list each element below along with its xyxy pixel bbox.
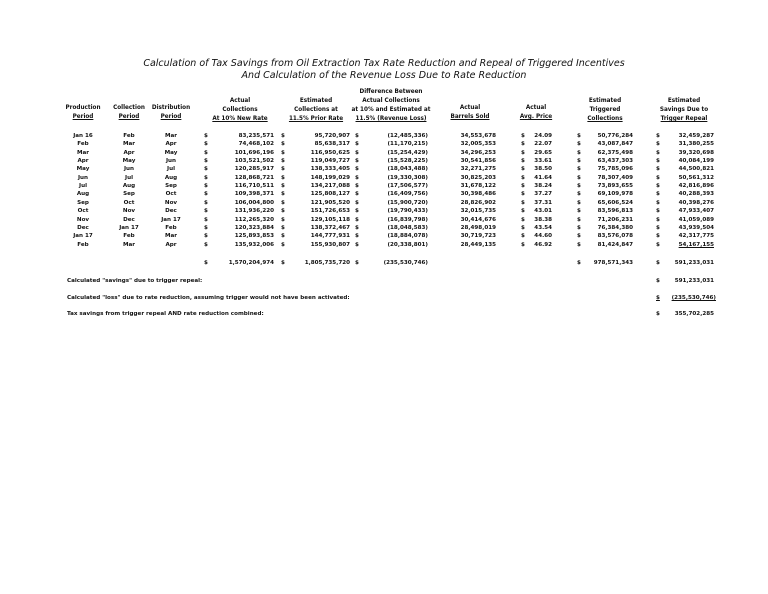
barrels-sold: 30,825,203 (460, 174, 496, 181)
collection-period: Mar (122, 241, 136, 248)
avg-price-currency: $ (521, 208, 525, 215)
avg-price: 24.09 (534, 133, 552, 139)
totals-save-currency: $ (656, 260, 660, 266)
collection-period: Dec (123, 216, 135, 223)
actual-collections: 120,323,884 (234, 224, 274, 231)
distribution-period: May (164, 149, 178, 156)
table-row (0, 141, 768, 149)
actual-collections-currency: $ (204, 191, 208, 198)
estimated-collections-currency: $ (281, 199, 285, 206)
triggered-collections: 62,375,498 (597, 149, 633, 156)
totals-estimated: 1,805,735,720 (304, 260, 350, 266)
revenue-loss-currency: $ (355, 199, 359, 206)
distribution-period: Feb (165, 224, 177, 231)
avg-price-currency: $ (521, 224, 525, 231)
actual-collections: 131,936,220 (234, 208, 274, 215)
collection-period: Sep (123, 191, 135, 198)
estimated-collections: 144,777,931 (310, 233, 350, 240)
table-row (0, 158, 768, 166)
triggered-collections: 50,776,284 (597, 133, 633, 139)
production-period: Jan 16 (73, 133, 93, 139)
estimated-collections-currency: $ (281, 133, 285, 139)
revenue-loss-currency: $ (355, 183, 359, 190)
trigger-savings: 50,561,312 (678, 174, 714, 181)
revenue-loss: (15,900,720) (387, 199, 428, 206)
triggered-collections-currency: $ (577, 233, 581, 240)
avg-price: 37.27 (534, 191, 552, 198)
trigger-savings-currency: $ (656, 233, 660, 240)
report-title-line2: And Calculation of the Revenue Loss Due to Rate Reduction (241, 70, 527, 81)
avg-price-currency: $ (521, 158, 525, 165)
totals-est-currency: $ (281, 260, 285, 266)
estimated-collections: 155,930,807 (310, 241, 350, 248)
barrels-sold: 32,015,735 (460, 208, 496, 215)
triggered-collections: 83,596,813 (597, 208, 633, 215)
triggered-collections-currency: $ (577, 199, 581, 206)
collection-period: Aug (122, 183, 136, 190)
avg-price-currency: $ (521, 233, 525, 240)
triggered-collections: 78,307,409 (597, 174, 633, 181)
barrels-sold: 32,271,275 (460, 166, 496, 173)
collection-period: Jan 17 (119, 224, 139, 231)
estimated-collections: 151,726,653 (310, 208, 350, 215)
header-barrels-sold: Actual Barrels Sold (450, 105, 490, 120)
barrels-sold: 28,498,019 (460, 224, 496, 231)
collection-period: Oct (123, 199, 135, 206)
revenue-loss-currency: $ (355, 133, 359, 139)
avg-price-currency: $ (521, 133, 525, 139)
totals-triggered: 978,571,343 (593, 260, 633, 266)
revenue-loss: (18,043,488) (387, 166, 428, 173)
triggered-collections: 43,087,847 (597, 141, 633, 148)
trigger-savings-currency: $ (656, 241, 660, 248)
estimated-collections: 121,905,520 (310, 199, 350, 206)
estimated-collections-currency: $ (281, 141, 285, 148)
trigger-savings: 39,320,698 (678, 149, 714, 156)
header-estimated-collections: Estimated Collections at 11.5% Prior Rate (288, 98, 344, 122)
actual-collections-currency: $ (204, 166, 208, 173)
estimated-collections-currency: $ (281, 149, 285, 156)
table-row (0, 133, 768, 141)
triggered-collections-currency: $ (577, 166, 581, 173)
avg-price: 44.60 (534, 233, 552, 240)
revenue-loss: (17,506,577) (387, 183, 428, 190)
trigger-savings: 44,500,821 (678, 166, 714, 173)
actual-collections: 120,285,917 (234, 166, 274, 173)
estimated-collections: 119,049,727 (310, 158, 350, 165)
estimated-collections: 138,372,467 (310, 224, 350, 231)
avg-price-currency: $ (521, 149, 525, 156)
table-row (0, 191, 768, 199)
totals-actual-currency: $ (204, 260, 208, 266)
actual-collections-currency: $ (204, 233, 208, 240)
table-row (0, 217, 768, 225)
estimated-collections-currency: $ (281, 216, 285, 223)
summary-combined-currency: $ (656, 311, 660, 317)
barrels-sold: 34,296,253 (460, 149, 496, 156)
table-row (0, 225, 768, 233)
avg-price: 43.54 (534, 224, 552, 231)
production-period: Dec (77, 224, 89, 231)
summary-combined-label: Tax savings from trigger repeal AND rate reduction combined: (67, 311, 264, 317)
actual-collections-currency: $ (204, 208, 208, 215)
actual-collections: 101,696,196 (234, 149, 274, 156)
revenue-loss-currency: $ (355, 241, 359, 248)
barrels-sold: 30,719,723 (460, 233, 496, 240)
actual-collections: 103,521,502 (234, 158, 274, 165)
actual-collections-currency: $ (204, 174, 208, 181)
distribution-period: Aug (164, 174, 178, 181)
actual-collections: 74,468,102 (238, 141, 274, 148)
barrels-sold: 28,449,135 (460, 241, 496, 248)
revenue-loss: (18,048,583) (387, 224, 428, 231)
collection-period: Jul (125, 174, 133, 181)
table-row (0, 208, 768, 216)
triggered-collections: 69,109,978 (597, 191, 633, 198)
actual-collections-currency: $ (204, 183, 208, 190)
header-collection: Collection Period (113, 105, 145, 120)
triggered-collections: 76,384,380 (597, 224, 633, 231)
revenue-loss-currency: $ (355, 149, 359, 156)
summary-savings-currency: $ (656, 278, 660, 284)
triggered-collections-currency: $ (577, 208, 581, 215)
production-period: Oct (77, 208, 89, 215)
production-period: Sep (77, 199, 89, 206)
avg-price: 43.01 (534, 208, 552, 215)
report-title-line1: Calculation of Tax Savings from Oil Extraction Tax Rate Reduction and Repeal of Triggered Incentives (143, 58, 625, 69)
production-period: Aug (76, 191, 90, 198)
revenue-loss-currency: $ (355, 166, 359, 173)
avg-price-currency: $ (521, 199, 525, 206)
revenue-loss: (16,409,756) (387, 191, 428, 198)
header-avg-price: Actual Avg. Price (519, 105, 553, 120)
triggered-collections-currency: $ (577, 224, 581, 231)
distribution-period: Mar (164, 133, 178, 139)
estimated-collections: 129,105,118 (310, 216, 350, 223)
collection-period: Mar (122, 141, 136, 148)
totals-trig-currency: $ (577, 260, 581, 266)
estimated-collections-currency: $ (281, 183, 285, 190)
avg-price: 41.64 (534, 174, 552, 181)
trigger-savings: 42,317,775 (678, 233, 714, 240)
triggered-collections-currency: $ (577, 241, 581, 248)
avg-price-currency: $ (521, 174, 525, 181)
barrels-sold: 30,414,676 (460, 216, 496, 223)
estimated-collections-currency: $ (281, 241, 285, 248)
trigger-savings: 40,398,276 (678, 199, 714, 206)
trigger-savings-currency: $ (656, 149, 660, 156)
avg-price: 22.07 (534, 141, 552, 148)
revenue-loss-currency: $ (355, 174, 359, 181)
triggered-collections-currency: $ (577, 183, 581, 190)
estimated-collections: 125,808,127 (310, 191, 350, 198)
estimated-collections-currency: $ (281, 233, 285, 240)
actual-collections-currency: $ (204, 199, 208, 206)
revenue-loss-currency: $ (355, 158, 359, 165)
production-period: Nov (76, 216, 90, 223)
barrels-sold: 31,678,122 (460, 183, 496, 190)
avg-price-currency: $ (521, 241, 525, 248)
trigger-savings-currency: $ (656, 216, 660, 223)
revenue-loss-currency: $ (355, 233, 359, 240)
distribution-period: Jun (165, 158, 177, 165)
collection-period: Nov (122, 208, 136, 215)
actual-collections-currency: $ (204, 141, 208, 148)
trigger-savings: 47,933,407 (678, 208, 714, 215)
actual-collections: 116,710,511 (234, 183, 274, 190)
estimated-collections-currency: $ (281, 158, 285, 165)
revenue-loss: (18,884,078) (387, 233, 428, 240)
revenue-loss: (20,338,801) (387, 241, 428, 248)
triggered-collections: 73,893,655 (597, 183, 633, 190)
totals-difference: (235,530,746) (383, 260, 428, 266)
table-row (0, 233, 768, 241)
header-actual-collections: Actual Collections At 10% New Rate (212, 98, 268, 122)
table-row (0, 200, 768, 208)
avg-price-currency: $ (521, 183, 525, 190)
avg-price: 38.50 (534, 166, 552, 173)
collection-period: Feb (123, 233, 135, 240)
barrels-sold: 32,005,353 (460, 141, 496, 148)
estimated-collections-currency: $ (281, 208, 285, 215)
actual-collections-currency: $ (204, 224, 208, 231)
trigger-savings: 54,167,155 (678, 241, 714, 248)
distribution-period: Jul (167, 166, 175, 173)
table-row (0, 150, 768, 158)
summary-savings-value: 591,233,031 (674, 278, 714, 284)
triggered-collections-currency: $ (577, 141, 581, 148)
production-period: Apr (77, 158, 89, 165)
trigger-savings-currency: $ (656, 191, 660, 198)
triggered-collections: 63,437,303 (597, 158, 633, 165)
summary-combined-value: 355,702,285 (674, 311, 714, 317)
avg-price: 38.24 (534, 183, 552, 190)
summary-savings-label: Calculated "savings" due to trigger repeal: (67, 278, 203, 284)
revenue-loss: (16,839,798) (387, 216, 428, 223)
summary-loss-currency: $ (656, 295, 660, 301)
collection-period: Jun (123, 166, 135, 173)
production-period: Jan 17 (73, 233, 93, 240)
trigger-savings: 43,939,504 (678, 224, 714, 231)
totals-diff-currency: $ (355, 260, 359, 266)
actual-collections-currency: $ (204, 149, 208, 156)
triggered-collections-currency: $ (577, 191, 581, 198)
estimated-collections-currency: $ (281, 174, 285, 181)
header-triggered-collections: Estimated Triggered Collections (587, 98, 623, 122)
barrels-sold: 34,553,678 (460, 133, 496, 139)
table-row (0, 175, 768, 183)
avg-price-currency: $ (521, 166, 525, 173)
revenue-loss-currency: $ (355, 216, 359, 223)
barrels-sold: 30,398,486 (460, 191, 496, 198)
avg-price-currency: $ (521, 141, 525, 148)
production-period: Feb (77, 141, 89, 148)
distribution-period: Jan 17 (161, 216, 181, 223)
summary-loss-value: (235,530,746) (671, 295, 716, 301)
avg-price: 29.65 (534, 149, 552, 156)
actual-collections: 135,932,006 (234, 241, 274, 248)
estimated-collections: 138,333,405 (310, 166, 350, 173)
collection-period: Feb (123, 133, 135, 139)
distribution-period: Apr (165, 241, 177, 248)
triggered-collections: 71,206,231 (597, 216, 633, 223)
production-period: Jun (77, 174, 89, 181)
actual-collections-currency: $ (204, 158, 208, 165)
triggered-collections-currency: $ (577, 174, 581, 181)
trigger-savings: 40,084,199 (678, 158, 714, 165)
estimated-collections: 85,638,317 (314, 141, 350, 148)
trigger-savings-currency: $ (656, 166, 660, 173)
avg-price: 38.38 (534, 216, 552, 223)
avg-price-currency: $ (521, 191, 525, 198)
triggered-collections: 81,424,847 (597, 241, 633, 248)
barrels-sold: 28,826,902 (460, 199, 496, 206)
trigger-savings: 40,288,393 (678, 191, 714, 198)
avg-price: 46.92 (534, 241, 552, 248)
revenue-loss-currency: $ (355, 224, 359, 231)
collection-period: May (122, 158, 136, 165)
totals-actual: 1,570,204,974 (228, 260, 274, 266)
actual-collections: 106,004,800 (234, 199, 274, 206)
actual-collections: 109,398,371 (234, 191, 274, 198)
header-difference: Difference Between Actual Collections at 10% and Estimated at 11.5% (Revenue Loss) (351, 89, 431, 122)
avg-price-currency: $ (521, 216, 525, 223)
header-trigger-savings: Estimated Savings Due to Trigger Repeal (659, 98, 709, 122)
triggered-collections-currency: $ (577, 149, 581, 156)
collection-period: Apr (123, 149, 135, 156)
revenue-loss: (12,485,336) (387, 133, 428, 139)
trigger-savings-currency: $ (656, 208, 660, 215)
actual-collections: 128,868,721 (234, 174, 274, 181)
distribution-period: Oct (165, 191, 177, 198)
distribution-period: Dec (165, 208, 177, 215)
actual-collections: 112,265,320 (234, 216, 274, 223)
revenue-loss: (15,254,429) (387, 149, 428, 156)
production-period: Feb (77, 241, 89, 248)
trigger-savings-currency: $ (656, 174, 660, 181)
distribution-period: Mar (164, 233, 178, 240)
triggered-collections: 65,606,524 (597, 199, 633, 206)
totals-savings: 591,233,031 (674, 260, 714, 266)
trigger-savings-currency: $ (656, 158, 660, 165)
trigger-savings-currency: $ (656, 141, 660, 148)
distribution-period: Nov (164, 199, 178, 206)
revenue-loss-currency: $ (355, 191, 359, 198)
estimated-collections: 134,217,088 (310, 183, 350, 190)
header-production: Production Period (65, 105, 101, 120)
revenue-loss: (19,790,433) (387, 208, 428, 215)
production-period: Mar (76, 149, 90, 156)
actual-collections: 83,235,571 (238, 133, 274, 139)
table-row (0, 166, 768, 174)
estimated-collections-currency: $ (281, 224, 285, 231)
actual-collections-currency: $ (204, 216, 208, 223)
header-distribution: Distribution Period (151, 105, 191, 120)
trigger-savings-currency: $ (656, 224, 660, 231)
revenue-loss: (15,528,225) (387, 158, 428, 165)
trigger-savings-currency: $ (656, 133, 660, 139)
triggered-collections-currency: $ (577, 216, 581, 223)
actual-collections-currency: $ (204, 133, 208, 139)
estimated-collections: 148,199,029 (310, 174, 350, 181)
estimated-collections: 95,720,907 (314, 133, 350, 139)
trigger-savings: 41,059,089 (678, 216, 714, 223)
avg-price: 33.61 (534, 158, 552, 165)
trigger-savings-currency: $ (656, 199, 660, 206)
estimated-collections-currency: $ (281, 191, 285, 198)
revenue-loss-currency: $ (355, 208, 359, 215)
revenue-loss-currency: $ (355, 141, 359, 148)
triggered-collections-currency: $ (577, 133, 581, 139)
triggered-collections-currency: $ (577, 158, 581, 165)
summary-loss-label: Calculated "loss" due to rate reduction, assuming trigger would not have been activated: (67, 295, 350, 301)
trigger-savings: 42,816,896 (678, 183, 714, 190)
revenue-loss: (11,170,215) (387, 141, 428, 148)
production-period: Jul (79, 183, 87, 190)
estimated-collections-currency: $ (281, 166, 285, 173)
distribution-period: Sep (165, 183, 177, 190)
distribution-period: Apr (165, 141, 177, 148)
production-period: May (76, 166, 90, 173)
estimated-collections: 116,950,625 (310, 149, 350, 156)
table-row (0, 183, 768, 191)
triggered-collections: 75,785,096 (597, 166, 633, 173)
trigger-savings: 31,380,255 (678, 141, 714, 148)
trigger-savings-currency: $ (656, 183, 660, 190)
revenue-loss: (19,330,308) (387, 174, 428, 181)
trigger-savings: 32,459,287 (678, 133, 714, 139)
triggered-collections: 83,576,078 (597, 233, 633, 240)
actual-collections-currency: $ (204, 241, 208, 248)
table-row (0, 242, 768, 250)
barrels-sold: 30,541,856 (460, 158, 496, 165)
avg-price: 37.31 (534, 199, 552, 206)
actual-collections: 125,893,853 (234, 233, 274, 240)
